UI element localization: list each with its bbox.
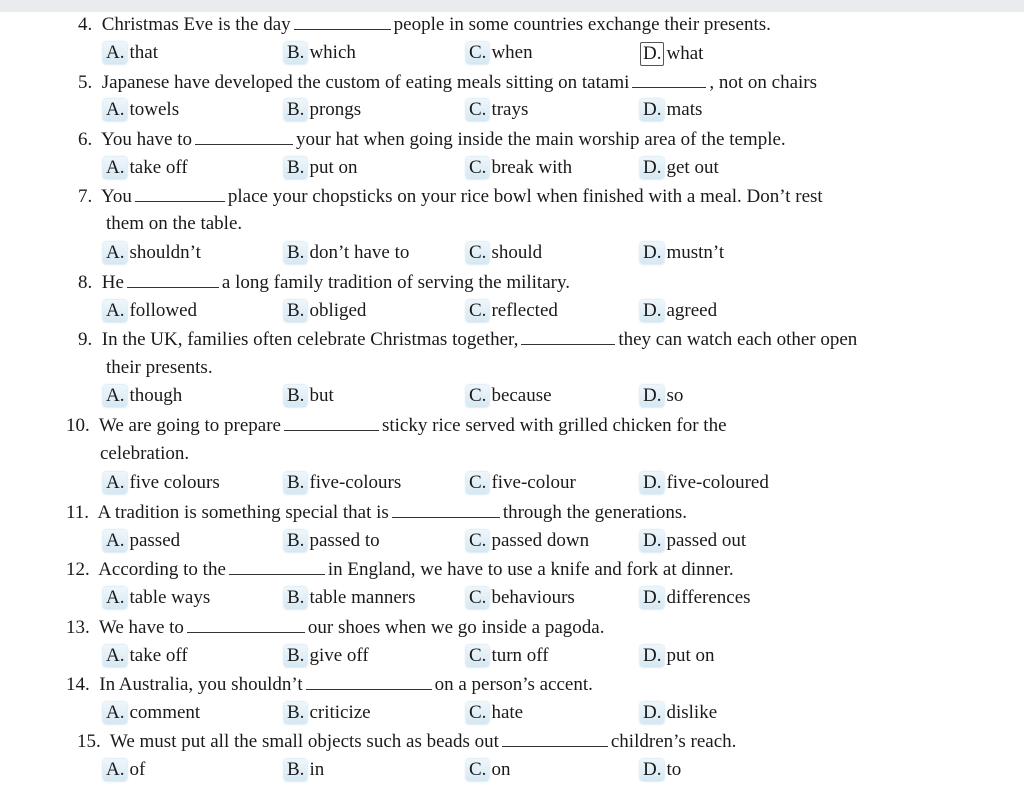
option-text: which <box>309 42 356 63</box>
option-c[interactable] <box>466 300 558 322</box>
option-letter: B. <box>284 42 307 64</box>
question-10-continuation: celebration. <box>100 443 190 464</box>
option-letter: A. <box>103 242 127 264</box>
option-text: shouldn’t <box>129 242 201 263</box>
option-letter: A. <box>103 702 127 724</box>
option-letter: C. <box>466 242 489 264</box>
option-letter: C. <box>466 587 489 609</box>
option-text: mats <box>666 99 703 120</box>
option-b[interactable] <box>284 242 409 264</box>
question-10: 10. We are going to prepare sticky rice served with grilled chicken for the <box>66 415 727 436</box>
option-d[interactable] <box>640 587 751 609</box>
option-text: criticize <box>309 702 371 723</box>
option-text: passed to <box>309 530 380 551</box>
option-c[interactable] <box>466 42 533 64</box>
option-c[interactable] <box>466 385 552 407</box>
option-text: comment <box>129 702 201 723</box>
option-a[interactable] <box>103 759 145 781</box>
option-text: give off <box>309 645 369 666</box>
option-text: behaviours <box>491 587 575 608</box>
option-c[interactable] <box>466 99 528 121</box>
option-text: break with <box>491 157 573 178</box>
option-text: get out <box>666 157 719 178</box>
option-letter: D. <box>640 157 664 179</box>
option-letter: B. <box>284 759 307 781</box>
option-b[interactable] <box>284 300 366 322</box>
option-c[interactable] <box>466 472 576 494</box>
option-text: passed down <box>491 530 590 551</box>
option-b[interactable] <box>284 157 357 179</box>
option-letter: B. <box>284 99 307 121</box>
option-text: of <box>129 759 146 780</box>
option-letter: B. <box>284 242 307 264</box>
option-letter: C. <box>466 157 489 179</box>
option-a[interactable] <box>103 300 197 322</box>
option-c[interactable] <box>466 587 575 609</box>
option-b[interactable] <box>284 530 380 552</box>
option-text: take off <box>129 645 188 666</box>
option-letter: B. <box>284 157 307 179</box>
option-text: because <box>491 385 552 406</box>
option-text: put on <box>309 157 358 178</box>
option-a[interactable] <box>103 385 182 407</box>
option-letter: B. <box>284 385 307 407</box>
option-text: differences <box>666 587 751 608</box>
option-text: table manners <box>309 587 416 608</box>
option-letter: A. <box>103 645 127 667</box>
option-letter: B. <box>284 587 307 609</box>
option-letter: A. <box>103 99 127 121</box>
option-b[interactable] <box>284 702 371 724</box>
option-text: though <box>129 385 183 406</box>
option-letter: C. <box>466 759 489 781</box>
question-15: 15. We must put all the small objects such as beads out children’s reach. <box>77 731 737 752</box>
option-text: passed <box>129 530 181 551</box>
option-text: dislike <box>666 702 718 723</box>
option-text: mustn’t <box>666 242 725 263</box>
option-c[interactable] <box>466 242 542 264</box>
option-d[interactable] <box>640 759 681 781</box>
option-letter: A. <box>103 472 127 494</box>
option-letter: A. <box>103 42 127 64</box>
option-d[interactable] <box>640 300 717 322</box>
option-text: to <box>666 759 682 780</box>
option-letter: A. <box>103 300 127 322</box>
option-letter: D. <box>640 99 664 121</box>
option-text: obliged <box>309 300 367 321</box>
option-text: five-coloured <box>666 472 769 493</box>
option-letter: C. <box>466 385 489 407</box>
option-letter: D. <box>640 385 664 407</box>
option-b[interactable] <box>284 759 324 781</box>
question-7: 7. You place your chopsticks on your rice bowl when finished with a meal. Don’t rest <box>78 186 823 207</box>
option-letter: D. <box>640 645 664 667</box>
option-text: agreed <box>666 300 718 321</box>
option-text: five colours <box>129 472 220 493</box>
option-letter: D. <box>640 472 664 494</box>
option-b[interactable] <box>284 385 334 407</box>
question-8: 8. He a long family tradition of serving the military. <box>78 272 570 293</box>
option-letter: A. <box>103 157 127 179</box>
option-d[interactable] <box>640 702 717 724</box>
option-letter: C. <box>466 300 489 322</box>
option-letter: C. <box>466 702 489 724</box>
option-letter: D. <box>640 242 664 264</box>
option-text: trays <box>491 99 529 120</box>
option-text: reflected <box>491 300 558 321</box>
option-letter: A. <box>103 385 127 407</box>
option-text: turn off <box>491 645 549 666</box>
option-d[interactable] <box>640 157 719 179</box>
option-c[interactable] <box>466 157 572 179</box>
option-a[interactable] <box>103 702 200 724</box>
option-text: five-colour <box>491 472 576 493</box>
option-text: take off <box>129 157 188 178</box>
option-d[interactable] <box>640 99 702 121</box>
option-letter: D. <box>640 530 664 552</box>
option-letter: C. <box>466 645 489 667</box>
option-letter: C. <box>466 530 489 552</box>
question-14: 14. In Australia, you shouldn’t on a person’s accent. <box>66 674 593 695</box>
question-4: 4. Christmas Eve is the day people in some countries exchange their presents. <box>78 14 771 35</box>
question-9-continuation: their presents. <box>106 357 213 378</box>
option-a[interactable] <box>103 472 220 494</box>
option-letter: A. <box>103 587 127 609</box>
option-d[interactable] <box>640 530 746 552</box>
option-b[interactable] <box>284 472 401 494</box>
option-d[interactable] <box>640 42 703 66</box>
option-c[interactable] <box>466 702 523 724</box>
option-letter: B. <box>284 530 307 552</box>
option-a[interactable] <box>103 530 180 552</box>
option-text: on <box>491 759 511 780</box>
option-text: put on <box>666 645 715 666</box>
option-d[interactable] <box>640 385 683 407</box>
option-text: in <box>309 759 325 780</box>
option-a[interactable] <box>103 645 188 667</box>
option-d[interactable] <box>640 242 724 264</box>
option-text: but <box>309 385 334 406</box>
option-b[interactable] <box>284 587 415 609</box>
option-c[interactable] <box>466 530 589 552</box>
option-letter: C. <box>466 472 489 494</box>
option-c[interactable] <box>466 645 549 667</box>
option-letter: B. <box>284 702 307 724</box>
option-letter: B. <box>284 472 307 494</box>
option-letter: D. <box>640 759 664 781</box>
option-a[interactable] <box>103 157 188 179</box>
option-letter: C. <box>466 42 489 64</box>
option-text: should <box>491 242 543 263</box>
question-9: 9. In the UK, families often celebrate Christmas together, they can watch each other open <box>78 329 858 350</box>
option-text: hate <box>491 702 524 723</box>
option-text: passed out <box>666 530 747 551</box>
option-text: that <box>129 42 158 63</box>
option-letter: D. <box>640 702 664 724</box>
option-b[interactable] <box>284 99 361 121</box>
option-letter: B. <box>284 645 307 667</box>
option-text: when <box>491 42 533 63</box>
option-text: table ways <box>129 587 211 608</box>
option-letter: D. <box>640 587 664 609</box>
option-a[interactable] <box>103 587 210 609</box>
option-a[interactable] <box>103 42 158 64</box>
option-text: five-colours <box>309 472 402 493</box>
question-6: 6. You have to your hat when going inside the main worship area of the temple. <box>78 129 786 150</box>
question-13: 13. We have to our shoes when we go inside a pagoda. <box>66 617 605 638</box>
question-11: 11. A tradition is something special that is through the generations. <box>66 502 687 523</box>
option-text: prongs <box>309 99 362 120</box>
question-12: 12. According to the in England, we have to use a knife and fork at dinner. <box>66 559 734 580</box>
option-text: towels <box>129 99 180 120</box>
question-7-continuation: them on the table. <box>106 213 243 234</box>
option-b[interactable] <box>284 42 356 64</box>
option-letter: D. <box>640 300 664 322</box>
option-c[interactable] <box>466 759 510 781</box>
option-letter: B. <box>284 300 307 322</box>
question-5: 5. Japanese have developed the custom of eating meals sitting on tatami , not on chairs <box>78 72 818 93</box>
option-text: so <box>666 385 684 406</box>
option-a[interactable] <box>103 242 201 264</box>
option-letter: C. <box>466 99 489 121</box>
option-text: followed <box>129 300 198 321</box>
option-text: what <box>666 43 704 64</box>
option-d[interactable] <box>640 645 715 667</box>
top-bar <box>0 0 1024 12</box>
option-a[interactable] <box>103 99 179 121</box>
option-d[interactable] <box>640 472 769 494</box>
option-letter: A. <box>103 759 127 781</box>
option-letter: D. <box>640 42 664 66</box>
option-b[interactable] <box>284 645 369 667</box>
option-text: don’t have to <box>309 242 410 263</box>
option-letter: A. <box>103 530 127 552</box>
